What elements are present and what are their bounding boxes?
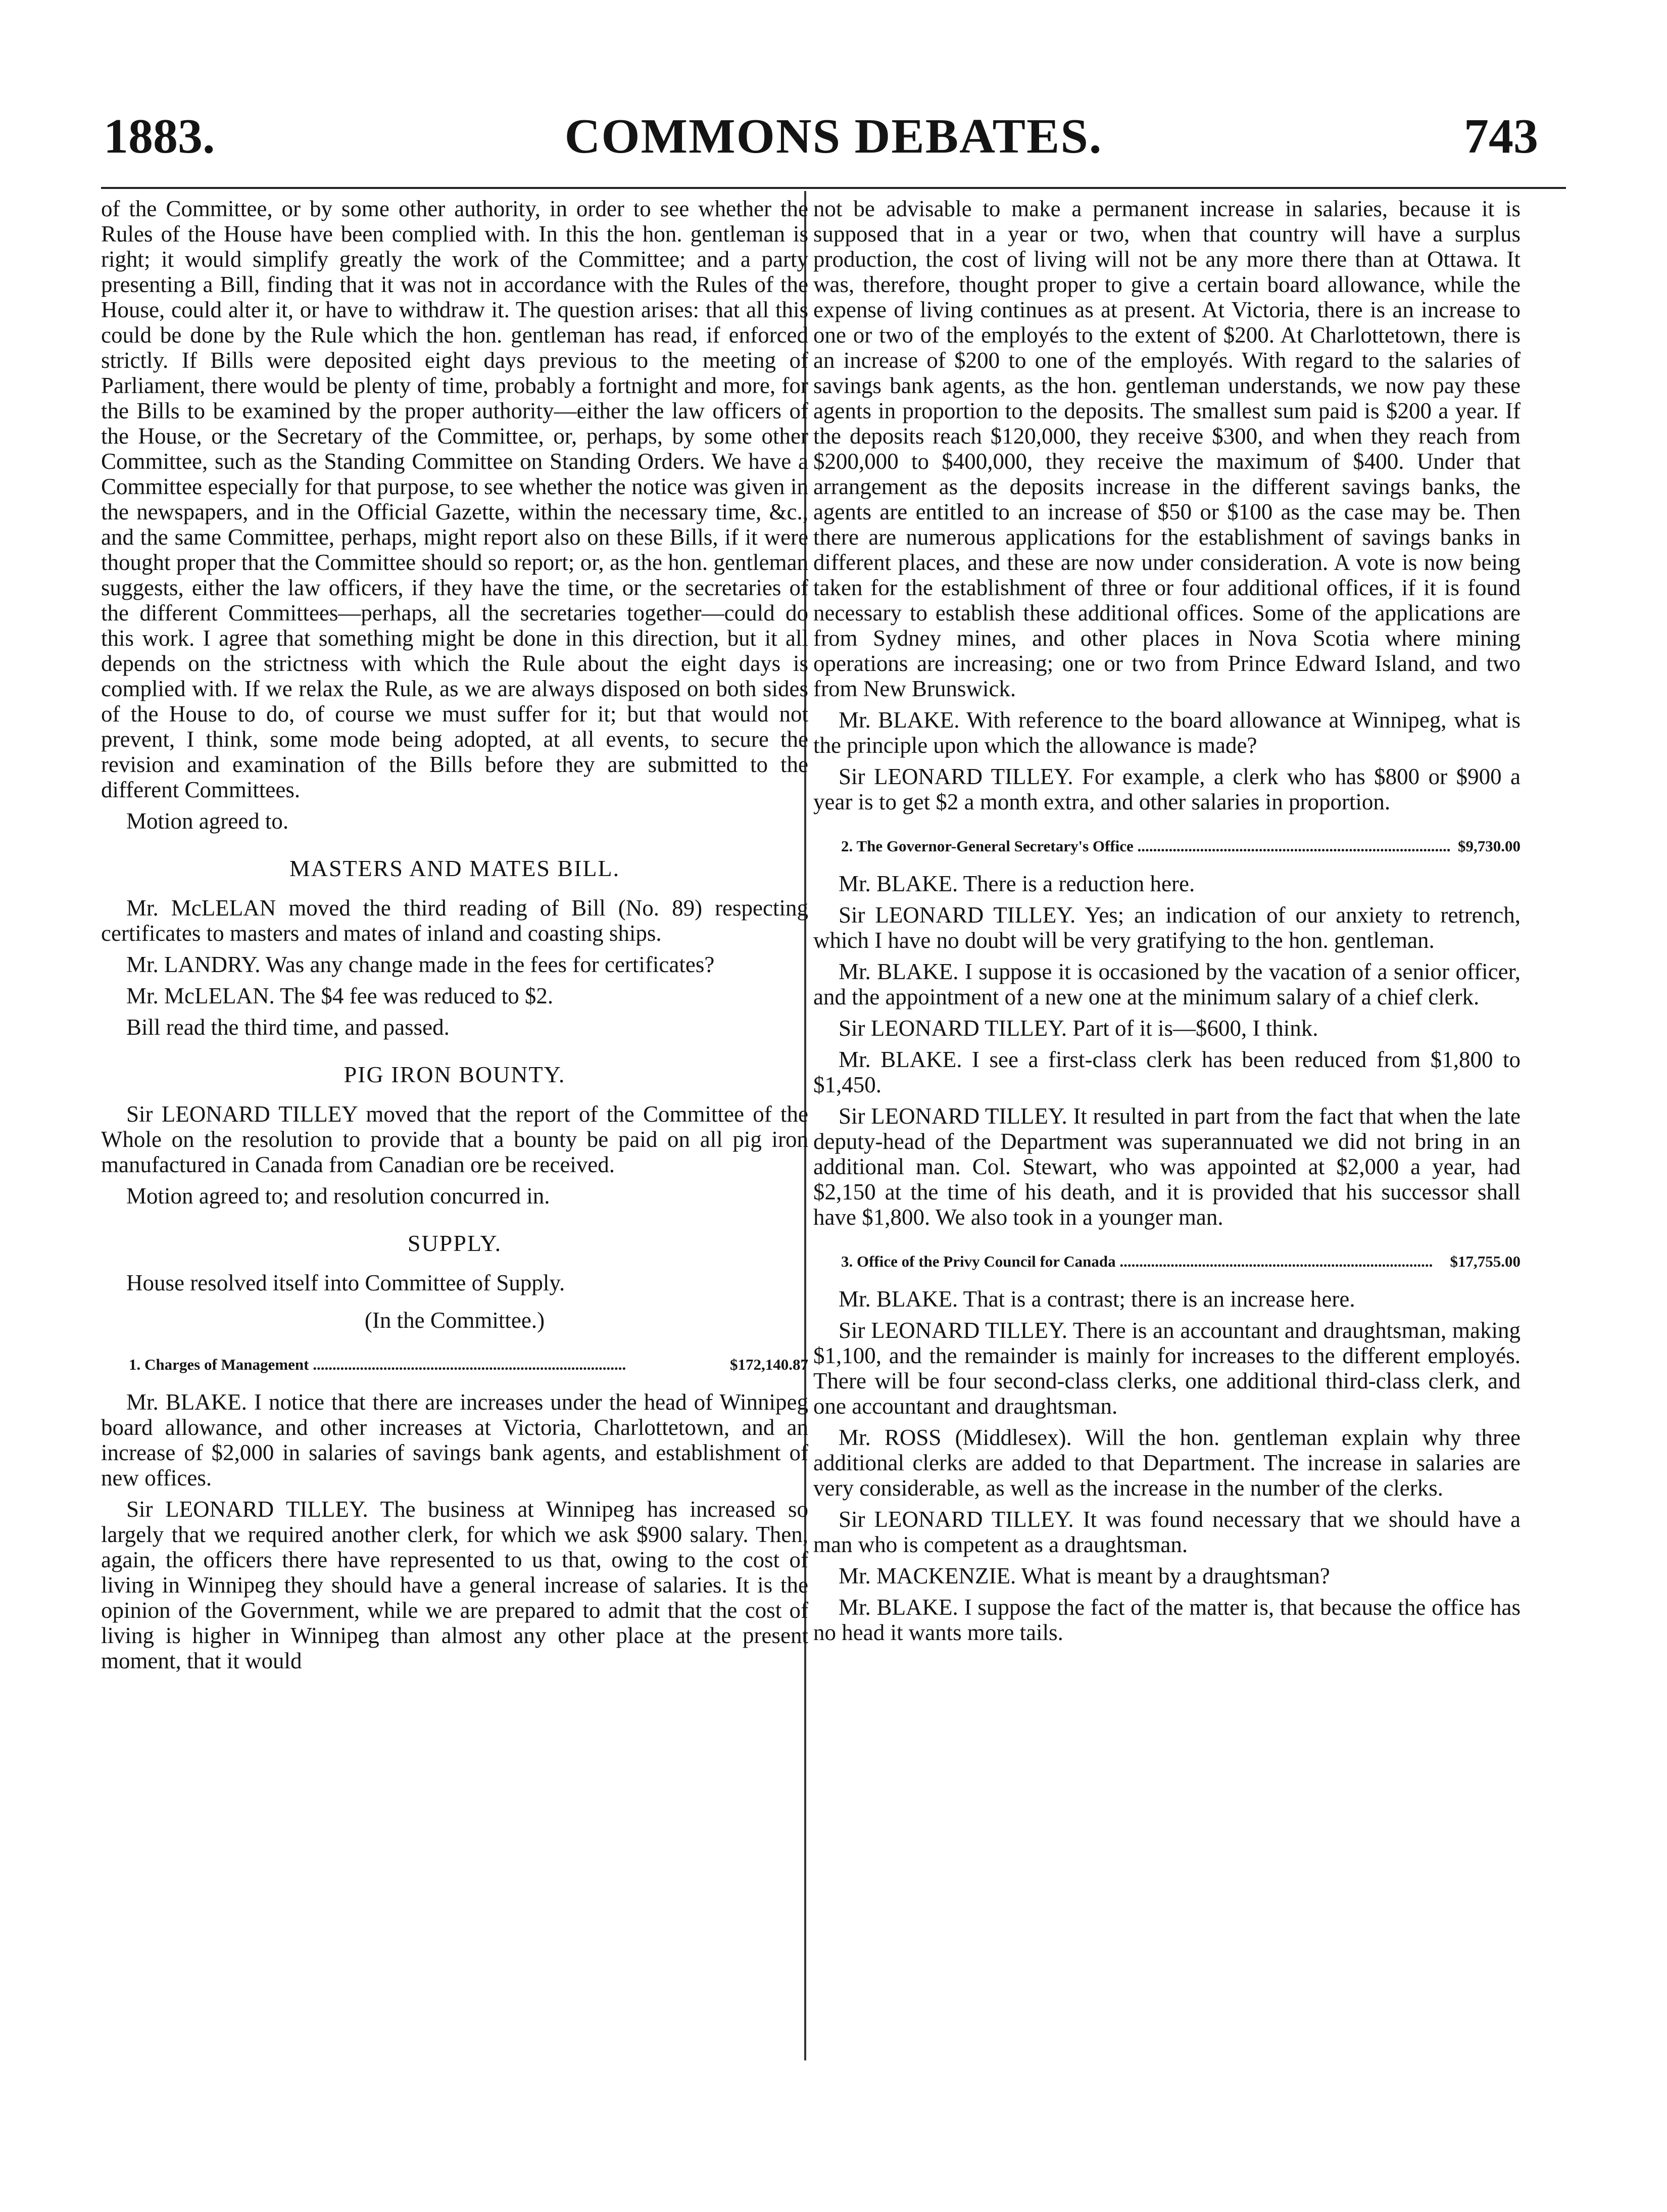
- supply-item: [813, 1249, 1521, 1274]
- paragraph: Bill read the third time, and passed.: [126, 1015, 450, 1040]
- supply-item: [813, 834, 1521, 859]
- paragraph: Sir LEONARD TILLEY. For example, a clerk who has $800 or $900 a year is to get $2 a month extra, and other salaries in proportion.: [813, 764, 1521, 814]
- paragraph: Mr. BLAKE. I notice that there are increases under the head of Winnipeg board allowance, and other increases at Victoria, Charlottetown, and an increase of $2,000 in salaries of savings bank agents, and establishment of new offices.: [101, 1389, 808, 1490]
- paragraph: Sir LEONARD TILLEY. Yes; an indication of our anxiety to retrench, which I have no doubt will be very gratifying to the hon. gentleman.: [813, 902, 1521, 953]
- paragraph: Mr. McLELAN. The $4 fee was reduced to $2.: [126, 983, 554, 1008]
- committee-note: (In the Committee.): [364, 1308, 545, 1333]
- paragraph: Mr. ROSS (Middlesex). Will the hon. gentleman explain why three additional clerks are added to that Department. The increase in salaries are very considerable, as well as the increase in the number of the clerks.: [813, 1425, 1521, 1501]
- header-year: 1883.: [104, 109, 215, 164]
- paragraph: House resolved itself into Committee of Supply.: [126, 1270, 565, 1295]
- paragraph: Sir LEONARD TILLEY. Part of it is—$600, I think.: [839, 1016, 1318, 1041]
- right-column: [813, 196, 1521, 1651]
- supply-item-amount: $17,755.00: [1450, 1253, 1521, 1270]
- paragraph: not be advisable to make a permanent increase in salaries, because it is supposed that in a year or two, when that country will have a surplus production, the cost of living will not be any more there than at Ottawa. It was, therefore, thought proper to give a certain board allowance, while the expense of living continues as at present. At Victoria, there is an increase to one or two of the employés to the extent of $200. At Charlottetown, there is an increase of $200 to one of the employés. With regard to the salaries of savings bank agents, as the hon. gentleman understands, we now pay these agents in proportion to the deposits. The smallest sum paid is $200 a year. If the deposits reach $120,000, they receive $300, and when they reach from $200,000 to $400,000, they receive the maximum of $400. Under that arrangement as the deposits increase in the different savings banks, the agents are entitled to an increase of $50 or $100 as the case may be. Then there are numerous applications for the establishment of savings banks in different places, and these are now under consideration. A vote is now being taken for the establishment of three or four additional offices, if it is found necessary to establish these additional offices. Some of the applications are from Sydney mines, and other places in Nova Scotia where mining operations are increasing; one or two from Prince Edward Island, and two from New Brunswick.: [813, 196, 1521, 701]
- section-heading: PIG IRON BOUNTY.: [344, 1062, 566, 1087]
- paragraph: of the Committee, or by some other authority, in order to see whether the Rules of the House have been complied with. In this the hon. gentleman is right; it would simplify greatly the work of the Committee; and a party presenting a Bill, finding that it was not in accordance with the Rules of the House, could alter it, or have to withdraw it. The question arises: that all this could be done by the Rule which the hon. gentleman has read, if enforced strictly. If Bills were deposited eight days previous to the meeting of Parliament, there would be plenty of time, probably a fortnight and more, for the Bills to be examined by the proper authority—either the law officers of the House, or the Secretary of the Committee, or, perhaps, by some other Committee, such as the Standing Committee on Standing Orders. We have a Committee especially for that purpose, to see whether the notice was given in the newspapers, and in the Official Gazette, within the necessary time, &c., and the same Committee, perhaps, might report also on these Bills, if it were thought proper that the Committee should so report; or, as the hon. gentleman suggests, either the law officers, if they have the time, or the secretaries of the different Committees—perhaps, all the secretaries together—could do this work. I agree that something might be done in this direction, but it all depends on the strictness with which the Rule about the eight days is complied with. If we relax the Rule, as we are always disposed on both sides of the House to do, of course we must suffer for it; but that would not prevent, I think, some mode being adopted, at all events, to secure the revision and examination of the Bills before they are submitted to the different Committees.: [101, 196, 808, 802]
- paragraph: Sir LEONARD TILLEY. It resulted in part from the fact that when the late deputy-head of the Department was superannuated we did not bring in an additional man. Col. Stewart, who was appointed at $2,000 a year, had $2,150 at the time of his death, and it is provided that his successor shall have $1,800. We also took in a younger man.: [813, 1103, 1521, 1230]
- supply-item-description: 3. Office of the Privy Council for Canada .....: [841, 1249, 1448, 1274]
- supply-item-description: 1. Charges of Management .....: [129, 1352, 728, 1377]
- paragraph: Mr. BLAKE. There is a reduction here.: [839, 871, 1195, 896]
- supply-item-description: 2. The Governor-General Secretary's Office .....: [841, 834, 1456, 859]
- paragraph: Motion agreed to; and resolution concurred in.: [126, 1183, 550, 1209]
- paragraph: Sir LEONARD TILLEY. It was found necessary that we should have a man who is competent as a draughtsman.: [813, 1507, 1521, 1557]
- paragraph: Mr. BLAKE. I suppose it is occasioned by the vacation of a senior officer, and the appointment of a new one at the minimum salary of a chief clerk.: [813, 959, 1521, 1009]
- supply-item-amount: $9,730.00: [1458, 837, 1521, 855]
- paragraph: Motion agreed to.: [126, 808, 289, 834]
- supply-item-amount: $172,140.87: [730, 1356, 808, 1373]
- left-column: [101, 196, 808, 1679]
- paragraph: Mr. McLELAN moved the third reading of Bill (No. 89) respecting certificates to masters and mates of inland and coasting ships.: [101, 895, 808, 946]
- section-heading: SUPPLY.: [407, 1230, 502, 1256]
- paragraph: Mr. BLAKE. I suppose the fact of the matter is, that because the office has no head it wants more tails.: [813, 1595, 1521, 1645]
- paragraph: Sir LEONARD TILLEY. There is an accountant and draughtsman, making $1,100, and the remainder is mainly for increases to the different employés. There will be four second-class clerks, one additional third-class clerk, and one accountant and draughtsman.: [813, 1318, 1521, 1419]
- paragraph: Mr. BLAKE. With reference to the board allowance at Winnipeg, what is the principle upon which the allowance is made?: [813, 707, 1521, 758]
- paragraph: Mr. BLAKE. I see a first-class clerk has been reduced from $1,800 to $1,450.: [813, 1047, 1521, 1097]
- header-rule: [101, 187, 1566, 189]
- header-title: COMMONS DEBATES.: [564, 109, 1103, 164]
- paragraph: Sir LEONARD TILLEY moved that the report of the Committee of the Whole on the resolution to provide that a bounty be paid on all pig iron manufactured in Canada from Canadian ore be received.: [101, 1101, 808, 1177]
- supply-item: [101, 1352, 808, 1377]
- paragraph: Mr. MACKENZIE. What is meant by a draughtsman?: [839, 1563, 1330, 1589]
- section-heading: MASTERS AND MATES BILL.: [289, 855, 620, 881]
- paragraph: Mr. LANDRY. Was any change made in the fees for certificates?: [126, 952, 715, 977]
- paragraph: Sir LEONARD TILLEY. The business at Winnipeg has increased so largely that we required another clerk, for which we ask $900 salary. Then, again, the officers there have represented to us that, owing to the cost of living in Winnipeg they should have a general increase of salaries. It is the opinion of the Government, while we are prepared to admit that the cost of living is higher in Winnipeg than almost any other place at the present moment, that it would: [101, 1497, 808, 1673]
- paragraph: Mr. BLAKE. That is a contrast; there is an increase here.: [839, 1286, 1355, 1312]
- page-number: 743: [1464, 109, 1538, 164]
